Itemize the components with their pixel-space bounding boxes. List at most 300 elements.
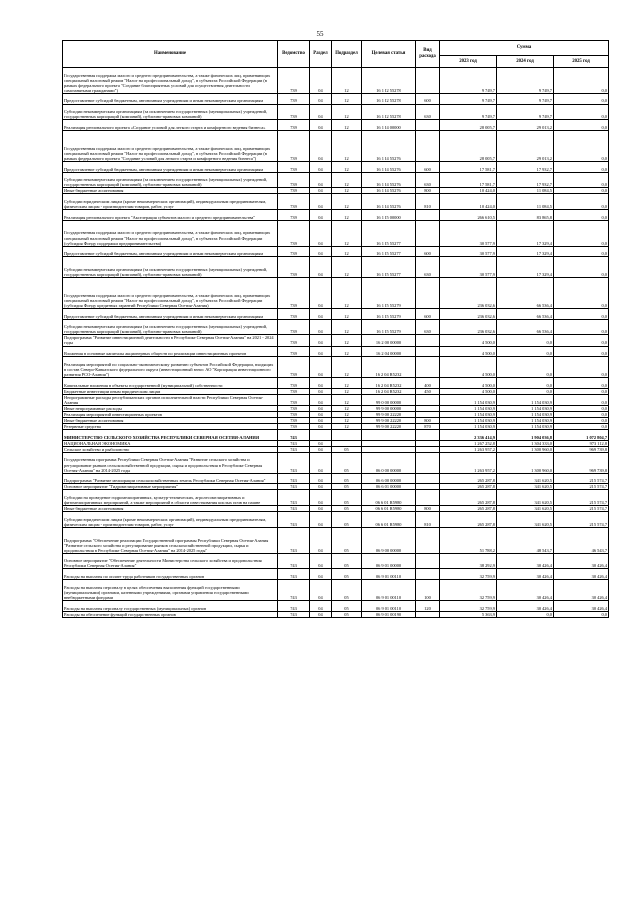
row-exptype xyxy=(416,452,440,473)
row-name: Резервные средства xyxy=(63,423,278,429)
row-dept: 739 xyxy=(278,188,310,194)
row-dept: 743 xyxy=(278,446,310,452)
row-value-2024: 341 620,5 xyxy=(497,506,554,512)
row-subsection: 12 xyxy=(332,210,362,221)
row-value-2023: 265 287,8 xyxy=(440,490,497,506)
row-exptype xyxy=(416,335,440,346)
row-exptype xyxy=(416,490,440,506)
row-subsection: 12 xyxy=(332,357,362,378)
row-value-2025: 0,0 xyxy=(554,120,609,131)
row-exptype: 600 xyxy=(416,246,440,257)
row-exptype xyxy=(416,346,440,357)
row-exptype xyxy=(416,527,440,553)
row-target: 16 1 I4 55276 xyxy=(362,194,416,210)
table-row xyxy=(63,309,609,320)
row-section: 04 xyxy=(310,484,332,490)
row-section: 04 xyxy=(310,490,332,506)
row-value-2023: 265 287,8 xyxy=(440,506,497,512)
row-value-2023: 1 267 252,8 xyxy=(440,440,497,446)
row-value-2025: 0,0 xyxy=(554,405,609,411)
row-name: МИНИСТЕРСТВО СЕЛЬСКОГО ХОЗЯЙСТВА РЕСПУБЛИКИ СЕВЕРНАЯ ОСЕТИЯ-АЛАНИЯ xyxy=(63,430,278,441)
row-section: 04 xyxy=(310,319,332,335)
row-exptype: 630 xyxy=(416,319,440,335)
row-dept: 739 xyxy=(278,210,310,221)
header-sum: Сумма xyxy=(440,41,609,56)
row-value-2024: 1 300 960,0 xyxy=(497,452,554,473)
row-value-2025: 215 574,7 xyxy=(554,490,609,506)
row-name: НАЦИОНАЛЬНАЯ ЭКОНОМИКА xyxy=(63,440,278,446)
row-dept: 743 xyxy=(278,452,310,473)
table-row xyxy=(63,553,609,569)
row-target: 06 6 01 R5980 xyxy=(362,512,416,528)
row-subsection: 12 xyxy=(332,309,362,320)
row-section: 04 xyxy=(310,357,332,378)
row-subsection: 12 xyxy=(332,68,362,94)
row-value-2023: 265 287,8 xyxy=(440,473,497,484)
row-value-2025: 0,0 xyxy=(554,278,609,309)
row-section xyxy=(310,430,332,441)
row-value-2023: 2 336 414,9 xyxy=(440,430,497,441)
row-exptype: 600 xyxy=(416,161,440,172)
row-value-2025: 30 426,4 xyxy=(554,553,609,569)
row-value-2023: 28 005,7 xyxy=(440,120,497,131)
row-name: Предоставление субсидий бюджетным, автономным учреждениям и иным некоммерческим организациям xyxy=(63,161,278,172)
row-dept: 743 xyxy=(278,512,310,528)
header-dept: Ведомство xyxy=(278,41,310,68)
row-subsection: 12 xyxy=(332,335,362,346)
row-value-2024: 30 426,4 xyxy=(497,600,554,611)
row-target: 16 1 I5 55277 xyxy=(362,220,416,246)
row-subsection: 12 xyxy=(332,161,362,172)
row-name: Подпрограмма "Развитие мелиорации сельскохозяйственных земель Республики Северная Осетия-Алания" xyxy=(63,473,278,484)
row-value-2024: 1 904 036,8 xyxy=(497,430,554,441)
row-value-2024: 1 304 333,0 xyxy=(497,440,554,446)
table-row xyxy=(63,357,609,378)
table-row xyxy=(63,161,609,172)
row-name: Иные бюджетные ассигнования xyxy=(63,506,278,512)
row-dept: 739 xyxy=(278,194,310,210)
row-value-2024: 17 329,4 xyxy=(497,220,554,246)
row-value-2025: 0,0 xyxy=(554,346,609,357)
row-value-2025: 0,0 xyxy=(554,172,609,188)
row-value-2025: 0,0 xyxy=(554,188,609,194)
table-row xyxy=(63,68,609,94)
row-dept: 743 xyxy=(278,553,310,569)
table-row xyxy=(63,93,609,104)
row-section: 04 xyxy=(310,417,332,423)
row-value-2025: 0,0 xyxy=(554,411,609,417)
table-row xyxy=(63,257,609,278)
row-name: Расходы на выплаты по оплате труда работников государственных органов xyxy=(63,569,278,580)
row-section: 04 xyxy=(310,405,332,411)
row-target: 06 9 01 00110 xyxy=(362,600,416,611)
row-target: 16 1 I4 55276 xyxy=(362,188,416,194)
table-row xyxy=(63,220,609,246)
row-value-2024: 0,0 xyxy=(497,388,554,394)
header-year-2025: 2025 год xyxy=(554,56,609,68)
row-exptype: 810 xyxy=(416,194,440,210)
row-target: 06 9 01 00000 xyxy=(362,553,416,569)
row-subsection: 12 xyxy=(332,104,362,120)
row-value-2024: 11 084,5 xyxy=(497,188,554,194)
row-value-2023: 1 154 030,9 xyxy=(440,411,497,417)
row-target: 06 9 00 00000 xyxy=(362,527,416,553)
row-value-2024: 9 749,7 xyxy=(497,68,554,94)
row-target: 16 1 I5 55279 xyxy=(362,278,416,309)
row-name: Государственная поддержка малого и среднего предпринимательства, а также физических лиц, применяющих специальный налоговый режим "Налог на профессиональный доход", в субъектах Российской Федерации (в рамках федерального проекта "Создание условий для легкого старта и комфортного ведения бизнеса") xyxy=(63,130,278,161)
row-value-2024: 83 865,8 xyxy=(497,210,554,221)
row-value-2023: 30 577,9 xyxy=(440,257,497,278)
row-section: 04 xyxy=(310,388,332,394)
row-subsection: 05 xyxy=(332,506,362,512)
row-target: 16 1 I2 55278 xyxy=(362,104,416,120)
header-exptype: Вид расхода xyxy=(416,41,440,68)
row-name: Субсидии некоммерческим организациям (за исключением государственных (муниципальных) учреждений, государственных корпораций (компаний), публично-правовых компаний) xyxy=(63,319,278,335)
row-exptype: 800 xyxy=(416,506,440,512)
row-value-2023: 30 577,9 xyxy=(440,220,497,246)
row-exptype: 630 xyxy=(416,257,440,278)
row-target: 06 6 00 00000 xyxy=(362,473,416,484)
row-value-2024: 0,0 xyxy=(497,346,554,357)
row-dept: 739 xyxy=(278,357,310,378)
row-section: 04 xyxy=(310,569,332,580)
row-name: Расходы на обеспечение функций государственных органов xyxy=(63,611,278,617)
row-value-2025: 0,0 xyxy=(554,388,609,394)
row-subsection: 12 xyxy=(332,257,362,278)
row-section: 04 xyxy=(310,309,332,320)
row-name: Иные бюджетные ассигнования xyxy=(63,417,278,423)
row-subsection: 05 xyxy=(332,452,362,473)
row-target: 99 9 00 00000 xyxy=(362,405,416,411)
row-value-2024: 17 932,7 xyxy=(497,161,554,172)
row-name: Основное мероприятие "Обеспечение деятельности Министерства сельского хозяйства и продовольствия Республики Северная Осетия-Алания" xyxy=(63,553,278,569)
row-value-2025: 215 574,7 xyxy=(554,484,609,490)
row-value-2025: 0,0 xyxy=(554,417,609,423)
row-name: Расходы на выплаты персоналу в целях обеспечения выполнения функций государственными (муниципальными) органами, казенными учреждениями, органами управления государственными внебюджетными фондами xyxy=(63,580,278,601)
row-value-2023: 266 610,5 xyxy=(440,210,497,221)
row-exptype: 870 xyxy=(416,423,440,429)
row-value-2025: 0,0 xyxy=(554,93,609,104)
row-dept: 739 xyxy=(278,423,310,429)
row-name: Предоставление субсидий бюджетным, автономным учреждениям и иным некоммерческим организациям xyxy=(63,309,278,320)
table-row xyxy=(63,210,609,221)
row-section: 04 xyxy=(310,378,332,389)
row-exptype xyxy=(416,611,440,617)
row-subsection: 12 xyxy=(332,93,362,104)
row-target: 99 9 00 22220 xyxy=(362,417,416,423)
row-exptype: 600 xyxy=(416,309,440,320)
row-subsection: 12 xyxy=(332,346,362,357)
row-exptype: 120 xyxy=(416,600,440,611)
row-value-2024: 11 084,5 xyxy=(497,194,554,210)
row-value-2023: 30 577,9 xyxy=(440,246,497,257)
row-subsection: 05 xyxy=(332,490,362,506)
row-value-2023: 10 424,0 xyxy=(440,194,497,210)
row-value-2024: 341 620,5 xyxy=(497,473,554,484)
row-section: 04 xyxy=(310,120,332,131)
row-name: Государственная программа Республики Северная Осетия-Алания "Развитие сельского хозяйства и регулирование рынков сельскохозяйственной продукции, сырья и продовольствия в Республике Северная Осетия-Алания" на 2014-2025 годы xyxy=(63,452,278,473)
row-section: 04 xyxy=(310,130,332,161)
row-value-2025: 0,0 xyxy=(554,357,609,378)
row-section: 04 xyxy=(310,257,332,278)
row-section: 04 xyxy=(310,161,332,172)
row-name: Реализация мероприятий инвестиционных проектов xyxy=(63,411,278,417)
row-subsection: 05 xyxy=(332,569,362,580)
row-target: 99 9 00 22220 xyxy=(362,411,416,417)
row-subsection: 12 xyxy=(332,423,362,429)
row-target: 16 2 00 00000 xyxy=(362,335,416,346)
row-dept: 739 xyxy=(278,120,310,131)
row-name: Подпрограмма "Развитие инвестиционной деятельности в Республике Северная Осетия-Алания" на 2021 - 2024 годы xyxy=(63,335,278,346)
row-subsection: 05 xyxy=(332,512,362,528)
row-dept: 739 xyxy=(278,130,310,161)
row-name: Предоставление субсидий бюджетным, автономным учреждениям и иным некоммерческим организациям xyxy=(63,93,278,104)
row-value-2023: 236 032,6 xyxy=(440,278,497,309)
row-dept: 743 xyxy=(278,611,310,617)
row-value-2025: 0,0 xyxy=(554,423,609,429)
row-value-2024: 48 543,7 xyxy=(497,527,554,553)
row-name: Субсидии некоммерческим организациям (за исключением государственных (муниципальных) учреждений, государственных корпораций (компаний), публично-правовых компаний) xyxy=(63,104,278,120)
row-value-2024: 30 426,4 xyxy=(497,580,554,601)
row-name: Субсидии на проведение гидромелиоративных, культур-технических, агролесомелиоративных и фитомелиоративных мероприятий, а также мероприятий в области известкования кислых почв на пашне xyxy=(63,490,278,506)
row-target: 06 6 01 R5980 xyxy=(362,490,416,506)
row-section: 04 xyxy=(310,93,332,104)
row-value-2024: 1 154 030,9 xyxy=(497,411,554,417)
row-subsection: 12 xyxy=(332,172,362,188)
row-target: 16 1 I4 55276 xyxy=(362,172,416,188)
row-value-2024: 0,0 xyxy=(497,611,554,617)
row-value-2024: 1 154 030,9 xyxy=(497,405,554,411)
row-section: 04 xyxy=(310,246,332,257)
row-exptype xyxy=(416,357,440,378)
table-row xyxy=(63,346,609,357)
row-value-2023: 1 154 030,9 xyxy=(440,423,497,429)
row-name: Государственная поддержка малого и среднего предпринимательства, а также физических лиц, применяющих специальный налоговый режим "Налог на профессиональный доход", в субъектах Российской Федерации (в рамках федерального проекта "Создание благоприятных условий для осуществления деятельности самозанятыми гражданами") xyxy=(63,68,278,94)
row-value-2025: 215 574,7 xyxy=(554,506,609,512)
row-target: 06 6 01 R5980 xyxy=(362,506,416,512)
row-name: Реализация регионального проекта "Акселерация субъектов малого и среднего предпринимательства" xyxy=(63,210,278,221)
row-value-2024: 29 013,2 xyxy=(497,130,554,161)
row-subsection: 12 xyxy=(332,120,362,131)
row-dept: 743 xyxy=(278,569,310,580)
row-value-2024: 66 536,4 xyxy=(497,278,554,309)
row-value-2025: 0,0 xyxy=(554,246,609,257)
row-dept: 743 xyxy=(278,430,310,441)
row-value-2023: 1 263 957,2 xyxy=(440,446,497,452)
row-value-2023: 236 032,6 xyxy=(440,309,497,320)
table-row xyxy=(63,194,609,210)
row-value-2025: 0,0 xyxy=(554,161,609,172)
row-section: 04 xyxy=(310,346,332,357)
row-exptype xyxy=(416,210,440,221)
header-subsection: Подраздел xyxy=(332,41,362,68)
row-value-2025: 969 739,8 xyxy=(554,446,609,452)
row-value-2025: 0,0 xyxy=(554,335,609,346)
row-dept: 739 xyxy=(278,68,310,94)
row-value-2025: 969 739,8 xyxy=(554,452,609,473)
row-exptype: 400 xyxy=(416,378,440,389)
table-row xyxy=(63,104,609,120)
table-row xyxy=(63,473,609,484)
row-target: 16 1 I2 55278 xyxy=(362,68,416,94)
row-value-2024: 17 329,4 xyxy=(497,257,554,278)
table-row xyxy=(63,172,609,188)
row-target: 16 2 04 R5232 xyxy=(362,388,416,394)
row-section: 04 xyxy=(310,580,332,601)
row-dept: 739 xyxy=(278,278,310,309)
table-row xyxy=(63,569,609,580)
row-exptype: 630 xyxy=(416,172,440,188)
row-value-2023: 4 500,0 xyxy=(440,388,497,394)
row-target: 99 9 00 22220 xyxy=(362,423,416,429)
row-value-2023: 4 500,0 xyxy=(440,346,497,357)
row-section: 04 xyxy=(310,440,332,446)
table-row xyxy=(63,527,609,553)
row-section: 04 xyxy=(310,611,332,617)
row-name: Предоставление субсидий бюджетным, автономным учреждениям и иным некоммерческим организациям xyxy=(63,246,278,257)
row-dept: 743 xyxy=(278,473,310,484)
table-row xyxy=(63,378,609,389)
row-dept: 739 xyxy=(278,309,310,320)
row-name: Субсидии некоммерческим организациям (за исключением государственных (муниципальных) учреждений, государственных корпораций (компаний), публично-правовых компаний) xyxy=(63,257,278,278)
row-dept: 739 xyxy=(278,388,310,394)
row-target: 16 1 I5 55279 xyxy=(362,309,416,320)
row-section: 04 xyxy=(310,411,332,417)
row-dept: 739 xyxy=(278,346,310,357)
row-value-2024: 1 154 030,9 xyxy=(497,394,554,405)
row-target: 16 1 I5 00000 xyxy=(362,210,416,221)
header-name: Наименование xyxy=(63,41,278,68)
row-value-2025: 0,0 xyxy=(554,394,609,405)
row-target xyxy=(362,430,416,441)
row-section: 04 xyxy=(310,506,332,512)
row-value-2025: 0,0 xyxy=(554,220,609,246)
row-section: 04 xyxy=(310,553,332,569)
row-section: 04 xyxy=(310,210,332,221)
row-value-2023: 32 759,9 xyxy=(440,580,497,601)
table-row xyxy=(63,246,609,257)
row-value-2024: 29 013,2 xyxy=(497,120,554,131)
table-row xyxy=(63,120,609,131)
row-subsection: 12 xyxy=(332,188,362,194)
row-value-2024: 9 749,7 xyxy=(497,104,554,120)
row-dept: 739 xyxy=(278,319,310,335)
row-value-2024: 17 932,7 xyxy=(497,172,554,188)
row-name: Государственная поддержка малого и среднего предпринимательства, а также физических лиц, применяющих специальный налоговый режим "Налог на профессиональный доход", в субъектах Российской Федерации (субсидия Фонду кредитных гарантий Республики Северная Осетия-Алания) xyxy=(63,278,278,309)
row-section: 04 xyxy=(310,452,332,473)
row-section: 04 xyxy=(310,220,332,246)
table-row xyxy=(63,430,609,441)
row-value-2025: 0,0 xyxy=(554,309,609,320)
row-subsection: 05 xyxy=(332,553,362,569)
row-section: 04 xyxy=(310,278,332,309)
row-section: 04 xyxy=(310,527,332,553)
row-exptype: 810 xyxy=(416,512,440,528)
row-value-2025: 0,0 xyxy=(554,319,609,335)
row-name: Субсидии некоммерческим организациям (за исключением государственных (муниципальных) учреждений, государственных корпораций (компаний), публично-правовых компаний) xyxy=(63,172,278,188)
row-subsection: 12 xyxy=(332,417,362,423)
row-subsection: 05 xyxy=(332,473,362,484)
row-exptype: 100 xyxy=(416,580,440,601)
row-value-2024: 0,0 xyxy=(497,335,554,346)
row-value-2025: 30 426,4 xyxy=(554,569,609,580)
table-row xyxy=(63,278,609,309)
row-dept: 743 xyxy=(278,440,310,446)
table-row xyxy=(63,490,609,506)
row-name: Субсидии юридическим лицам (кроме некоммерческих организаций), индивидуальным предпринимателям, физическим лицам - производителям товаров, работ, услуг xyxy=(63,512,278,528)
row-target: 16 2 04 00000 xyxy=(362,346,416,357)
row-subsection xyxy=(332,430,362,441)
row-value-2025: 0,0 xyxy=(554,130,609,161)
table-row xyxy=(63,335,609,346)
row-value-2025: 0,0 xyxy=(554,194,609,210)
row-section: 04 xyxy=(310,394,332,405)
row-dept: 743 xyxy=(278,506,310,512)
page-number: 55 xyxy=(316,30,324,38)
row-value-2023: 9 749,7 xyxy=(440,93,497,104)
row-name: Реализация регионального проекта «Создание условий для легкого старта и комфортного ведения бизнеса» xyxy=(63,120,278,131)
row-exptype: 800 xyxy=(416,417,440,423)
row-value-2025: 0,0 xyxy=(554,611,609,617)
row-section: 04 xyxy=(310,473,332,484)
row-name: Иные непрограммные расходы xyxy=(63,405,278,411)
row-value-2024: 0,0 xyxy=(497,378,554,389)
row-value-2025: 1 072 804,7 xyxy=(554,430,609,441)
row-target: 06 9 01 00110 xyxy=(362,569,416,580)
row-name: Государственная поддержка малого и среднего предпринимательства, а также физических лиц, применяющих специальный налоговый режим "Налог на профессиональный доход", в субъектах Российской Федерации (субсидия Фонду поддержки предпринимательства) xyxy=(63,220,278,246)
row-section: 04 xyxy=(310,188,332,194)
row-value-2024: 9 749,7 xyxy=(497,93,554,104)
row-dept: 739 xyxy=(278,378,310,389)
row-value-2023: 9 749,7 xyxy=(440,104,497,120)
row-exptype xyxy=(416,394,440,405)
row-value-2024: 1 154 030,9 xyxy=(497,423,554,429)
row-value-2023: 1 154 030,9 xyxy=(440,394,497,405)
row-value-2023: 236 032,6 xyxy=(440,319,497,335)
row-dept: 743 xyxy=(278,580,310,601)
row-target: 16 1 I2 55278 xyxy=(362,93,416,104)
row-name: Сельское хозяйство и рыболовство xyxy=(63,446,278,452)
row-dept: 739 xyxy=(278,335,310,346)
row-value-2023: 9 749,7 xyxy=(440,68,497,94)
row-subsection: 05 xyxy=(332,611,362,617)
row-target: 16 1 I5 55279 xyxy=(362,319,416,335)
table-row xyxy=(63,130,609,161)
row-dept: 743 xyxy=(278,527,310,553)
row-subsection: 12 xyxy=(332,394,362,405)
table-row xyxy=(63,394,609,405)
row-exptype xyxy=(416,278,440,309)
row-subsection: 05 xyxy=(332,600,362,611)
row-value-2023: 28 005,7 xyxy=(440,130,497,161)
budget-table xyxy=(62,40,609,618)
row-value-2024: 1 154 030,9 xyxy=(497,417,554,423)
table-row xyxy=(63,580,609,601)
row-name: Бюджетные инвестиции иным юридическим лицам xyxy=(63,388,278,394)
header-year-2023: 2023 год xyxy=(440,56,497,68)
row-section: 04 xyxy=(310,512,332,528)
row-dept: 739 xyxy=(278,93,310,104)
row-value-2024: 341 620,5 xyxy=(497,512,554,528)
row-value-2023: 1 154 030,9 xyxy=(440,405,497,411)
row-value-2023: 4 500,0 xyxy=(440,335,497,346)
header-section: Раздел xyxy=(310,41,332,68)
row-section: 04 xyxy=(310,446,332,452)
row-exptype xyxy=(416,120,440,131)
row-dept: 739 xyxy=(278,172,310,188)
row-value-2023: 5 363,9 xyxy=(440,611,497,617)
row-target: 16 2 04 R5232 xyxy=(362,378,416,389)
